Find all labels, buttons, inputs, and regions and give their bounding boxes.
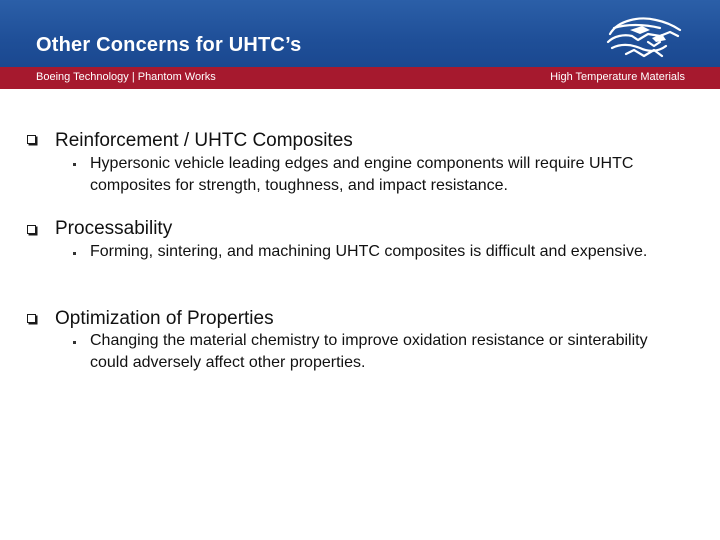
bullet-heading: Reinforcement / UHTC Composites	[55, 130, 353, 151]
sub-bullet-dot-icon	[73, 252, 76, 255]
sub-bullet-dot-icon	[73, 163, 76, 166]
slide-header	[0, 0, 720, 67]
bullet-detail: Hypersonic vehicle leading edges and engine components will require UHTC composites for strength, toughness, and impact resistance.	[90, 155, 634, 194]
bullet-detail: Forming, sintering, and machining UHTC composites is difficult and expensive.	[90, 243, 648, 260]
subtitle-bar	[0, 67, 720, 89]
topic-label: High Temperature Materials	[550, 71, 685, 83]
bullet-heading: Optimization of Properties	[55, 308, 274, 329]
phantom-works-logo-icon	[604, 12, 686, 62]
organization-label: Boeing Technology | Phantom Works	[36, 71, 216, 83]
slide-title: Other Concerns for UHTC’s	[36, 34, 302, 56]
sub-bullet-dot-icon	[73, 341, 76, 344]
checkbox-bullet-icon	[27, 314, 36, 323]
bullet-heading: Processability	[55, 218, 173, 239]
checkbox-bullet-icon	[27, 225, 36, 234]
bullet-detail: Changing the material chemistry to improve oxidation resistance or sinterability could adversely affect other properties.	[90, 332, 648, 371]
checkbox-bullet-icon	[27, 135, 36, 144]
